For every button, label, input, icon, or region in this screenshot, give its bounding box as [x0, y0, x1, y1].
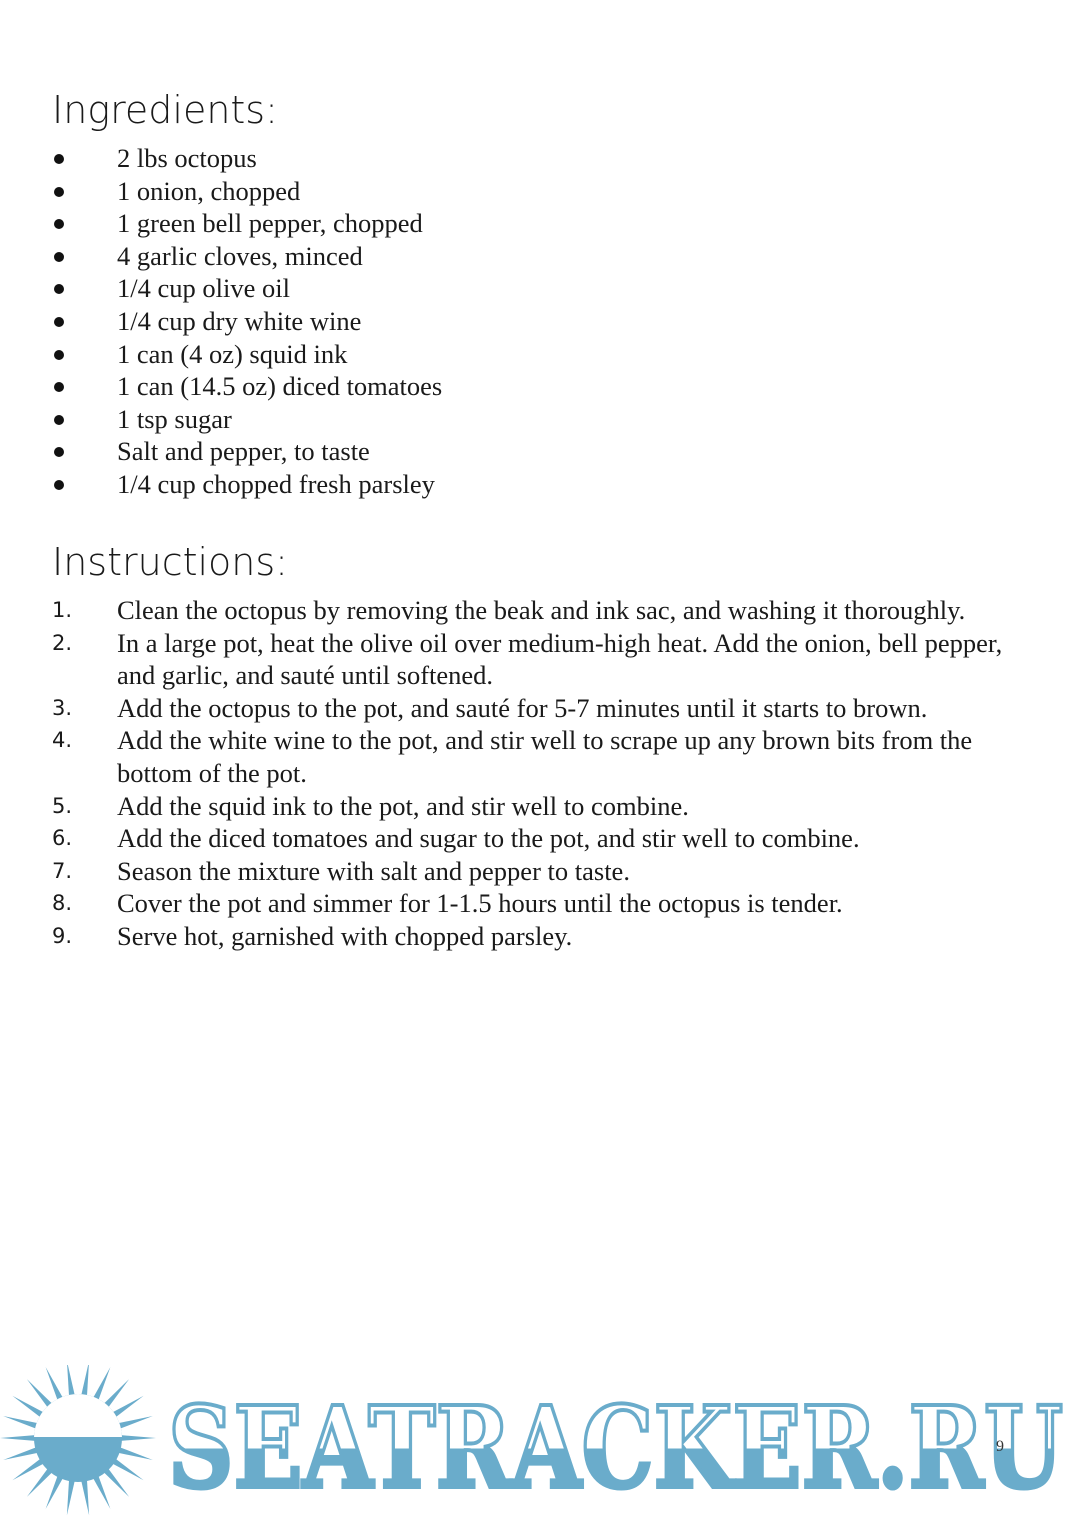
- step-text: Season the mixture with salt and pepper to taste.: [117, 855, 630, 886]
- step-text: Add the white wine to the pot, and stir well to scrape up any brown bits from the bottom of the pot.: [117, 725, 973, 788]
- step-text: In a large pot, heat the olive oil over medium-high heat. Add the onion, bell pepper, and garlic, and sauté until softened.: [117, 627, 1003, 691]
- instructions-heading: Instructions:: [52, 540, 288, 584]
- step-text: Add the octopus to the pot, and sauté for 5-7 minutes until it starts to brown.: [117, 692, 928, 723]
- ingredient-item: 2 lbs octopus: [0, 142, 1007, 175]
- step-number: 9.: [52, 923, 73, 948]
- step-number: 6.: [52, 826, 73, 851]
- step-number: 5.: [52, 793, 73, 818]
- ingredient-item: 1/4 cup chopped fresh parsley: [0, 468, 1007, 501]
- step-number: 2.: [52, 630, 73, 655]
- ingredient-item: 1 green bell pepper, chopped: [0, 207, 1007, 240]
- sun-over-sea-icon: [0, 1365, 156, 1515]
- step-text: Add the diced tomatoes and sugar to the pot, and stir well to combine.: [117, 823, 860, 854]
- instruction-step: [0, 887, 1007, 920]
- footer-watermark: [0, 1365, 1080, 1527]
- ingredient-item: 1 can (14.5 oz) diced tomatoes: [0, 370, 1007, 403]
- instruction-step: [0, 855, 1007, 888]
- bullet-icon: [54, 252, 64, 262]
- page-number: 9: [996, 1438, 1004, 1455]
- ingredient-item: 1 tsp sugar: [0, 403, 1007, 436]
- ingredient-item: 1 can (4 oz) squid ink: [0, 338, 1007, 371]
- brand-wordmark: [168, 1383, 1063, 1514]
- instructions-list: [0, 594, 1080, 953]
- ingredient-item: 1 onion, chopped: [0, 175, 1007, 208]
- step-number: 8.: [52, 891, 73, 916]
- step-number: 4.: [52, 728, 73, 753]
- step-text: Add the squid ink to the pot, and stir well to combine.: [117, 790, 689, 821]
- bullet-icon: [54, 350, 64, 360]
- bullet-icon: [54, 382, 64, 392]
- instruction-step: [0, 724, 1007, 789]
- ingredient-item: Salt and pepper, to taste: [0, 435, 1007, 468]
- step-text: Cover the pot and simmer for 1-1.5 hours until the octopus is tender.: [117, 888, 843, 919]
- step-number: 1.: [52, 598, 73, 622]
- sun-ray: [115, 1446, 152, 1460]
- ingredient-item: 1/4 cup dry white wine: [0, 305, 1007, 338]
- ingredient-item: 1/4 cup olive oil: [0, 272, 1007, 305]
- step-text: Clean the octopus by removing the beak and ink sac, and washing it thoroughly.: [117, 595, 966, 625]
- bullet-icon: [54, 317, 64, 327]
- bullet-icon: [54, 447, 64, 457]
- ingredient-item: 4 garlic cloves, minced: [0, 240, 1007, 273]
- brand-text: SEATRACKER.RU: [168, 1383, 1063, 1514]
- sun-ray: [67, 1477, 76, 1515]
- ingredients-heading: Ingredients:: [52, 88, 278, 132]
- sun-ray: [81, 1477, 90, 1515]
- step-text: Serve hot, garnished with chopped parsley.: [117, 920, 573, 951]
- bullet-icon: [54, 415, 64, 425]
- sun-ray: [115, 1416, 152, 1430]
- instruction-step: [0, 790, 1007, 823]
- sun-ray: [3, 1446, 40, 1460]
- bullet-icon: [54, 480, 64, 490]
- instruction-step: [0, 627, 1007, 692]
- sun-ray: [81, 1365, 90, 1399]
- sun-ray: [67, 1365, 76, 1399]
- instruction-step: [0, 822, 1007, 855]
- sun-ray: [3, 1416, 40, 1430]
- instruction-step: [0, 920, 1007, 953]
- bullet-icon: [54, 219, 64, 229]
- instruction-step: [0, 692, 1007, 725]
- bullet-icon: [54, 284, 64, 294]
- step-number: 3.: [52, 695, 73, 720]
- instruction-step: [0, 594, 1007, 627]
- bullet-icon: [54, 187, 64, 197]
- step-number: 7.: [52, 858, 73, 883]
- ingredients-list: [0, 142, 1080, 501]
- bullet-icon: [54, 154, 64, 164]
